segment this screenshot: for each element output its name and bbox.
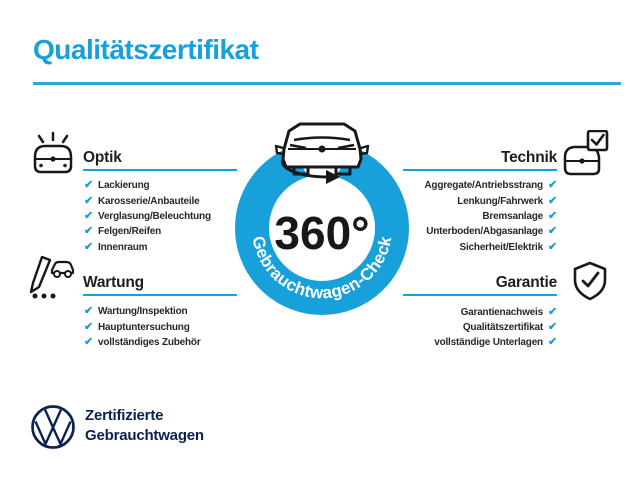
shield-check-icon (572, 261, 608, 301)
check-icon: ✔ (84, 194, 94, 207)
checklist-optik (84, 178, 211, 255)
list-item: Unterboden/Abgasanlage ✔ (426, 225, 557, 238)
service-checklist-icon (27, 255, 75, 299)
check-icon: ✔ (547, 194, 557, 207)
list-item: Sicherheit/Elektrik ✔ (459, 240, 557, 253)
list-item: ✔ Hauptuntersuchung (84, 320, 190, 333)
footer-brand-line2: Gebrauchtwagen (85, 426, 204, 444)
check-icon: ✔ (84, 240, 94, 253)
footer-brand-line1: Zertifizierte (85, 407, 164, 424)
list-item: ✔ Felgen/Reifen (84, 225, 161, 238)
car-checkbox-icon (563, 130, 609, 176)
footer-brand-text (85, 406, 204, 445)
list-item: ✔ Verglasung/Beleuchtung (84, 209, 211, 222)
check-icon: ✔ (84, 305, 94, 318)
section-title-garantie: Garantie (495, 274, 557, 291)
check-icon: ✔ (84, 320, 94, 333)
check-icon: ✔ (84, 209, 94, 222)
check-icon: ✔ (547, 336, 557, 349)
section-title-optik: Optik (83, 149, 122, 166)
car-headlights-icon (31, 129, 75, 177)
check-icon: ✔ (547, 240, 557, 253)
check-icon: ✔ (84, 225, 94, 238)
check-icon: ✔ (547, 209, 557, 222)
list-item: ✔ vollständiges Zubehör (84, 335, 201, 348)
page-title: Qualitätszertifikat (33, 34, 259, 65)
360-check-badge (222, 118, 422, 328)
check-icon: ✔ (547, 179, 557, 192)
section-title-technik: Technik (500, 149, 557, 166)
vw-logo (27, 401, 79, 453)
list-item: vollständige Unterlagen ✔ (434, 336, 557, 349)
section-rule-garantie (403, 294, 557, 296)
checklist-garantie (434, 305, 557, 351)
list-item: ✔ Lackierung (84, 179, 150, 192)
list-item: ✔ Karosserie/Anbauteile (84, 194, 200, 207)
check-icon: ✔ (84, 335, 94, 348)
section-rule-optik (83, 169, 237, 171)
list-item: ✔ Wartung/Inspektion (84, 305, 188, 318)
list-item: Bremsanlage ✔ (482, 209, 557, 222)
check-icon: ✔ (547, 305, 557, 318)
check-icon: ✔ (547, 225, 557, 238)
list-item: Aggregate/Antriebsstrang ✔ (424, 179, 557, 192)
check-icon: ✔ (547, 321, 557, 334)
section-rule-technik (403, 169, 557, 171)
checklist-technik (424, 178, 557, 255)
checklist-wartung (84, 304, 201, 350)
list-item: Lenkung/Fahrwerk ✔ (457, 194, 557, 207)
check-icon: ✔ (84, 179, 94, 192)
section-rule-wartung (83, 294, 237, 296)
list-item: ✔ Innenraum (84, 240, 148, 253)
section-title-wartung: Wartung (83, 274, 144, 291)
title-divider (33, 82, 621, 85)
badge-value: 360° (274, 207, 370, 259)
badge-ring-label: Gebrauchtwagen-Check (248, 234, 396, 303)
list-item: Garantienachweis ✔ (460, 305, 557, 318)
list-item: Qualitätszertifikat ✔ (462, 321, 557, 334)
